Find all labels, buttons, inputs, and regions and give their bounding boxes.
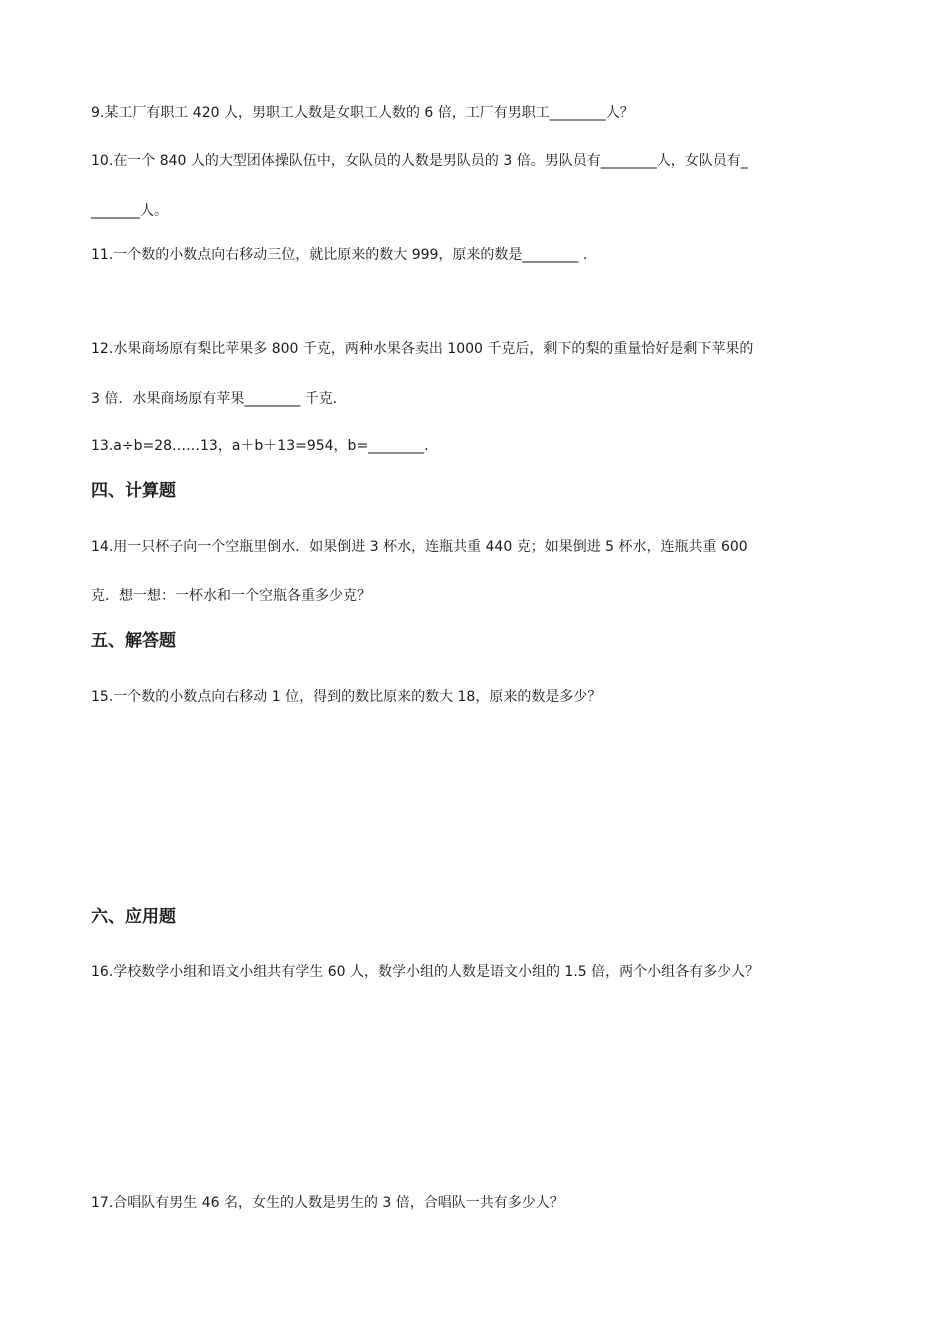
question-16: 16.学校数学小组和语文小组共有学生 60 人，数学小组的人数是语文小组的 1.5 倍，两个小组各有多少人？	[91, 964, 760, 980]
question-17: 17.合唱队有男生 46 名，女生的人数是男生的 3 倍，合唱队一共有多少人？	[91, 1195, 564, 1211]
question-10-continued: _______人。	[91, 203, 168, 219]
question-13: 13.a÷b=28……13，a＋b＋13=954，b=________.	[91, 438, 429, 454]
question-12: 12.水果商场原有梨比苹果多 800 千克，两种水果各卖出 1000 千克后，剩下的梨的重量恰好是剩下苹果的	[91, 341, 754, 357]
section-heading-application: 六、应用题	[91, 907, 176, 927]
question-14-continued: 克．想一想：一杯水和一个空瓶各重多少克？	[91, 588, 371, 604]
question-10: 10.在一个 840 人的大型团体操队伍中，女队员的人数是男队员的 3 倍。男队员有________人，女队员有_	[91, 153, 748, 169]
question-14: 14.用一只杯子向一个空瓶里倒水．如果倒进 3 杯水，连瓶共重 440 克；如果倒进 5 杯水，连瓶共重 600	[91, 539, 748, 555]
question-11: 11.一个数的小数点向右移动三位，就比原来的数大 999，原来的数是________ .	[91, 247, 588, 263]
question-15: 15.一个数的小数点向右移动 1 位，得到的数比原来的数大 18，原来的数是多少？	[91, 689, 602, 705]
question-9: 9.某工厂有职工 420 人，男职工人数是女职工人数的 6 倍，工厂有男职工________人？	[91, 105, 634, 121]
question-12-continued: 3 倍．水果商场原有苹果________ 千克．	[91, 391, 347, 407]
section-heading-answer: 五、解答题	[91, 631, 176, 651]
section-heading-calculation: 四、计算题	[91, 481, 176, 501]
